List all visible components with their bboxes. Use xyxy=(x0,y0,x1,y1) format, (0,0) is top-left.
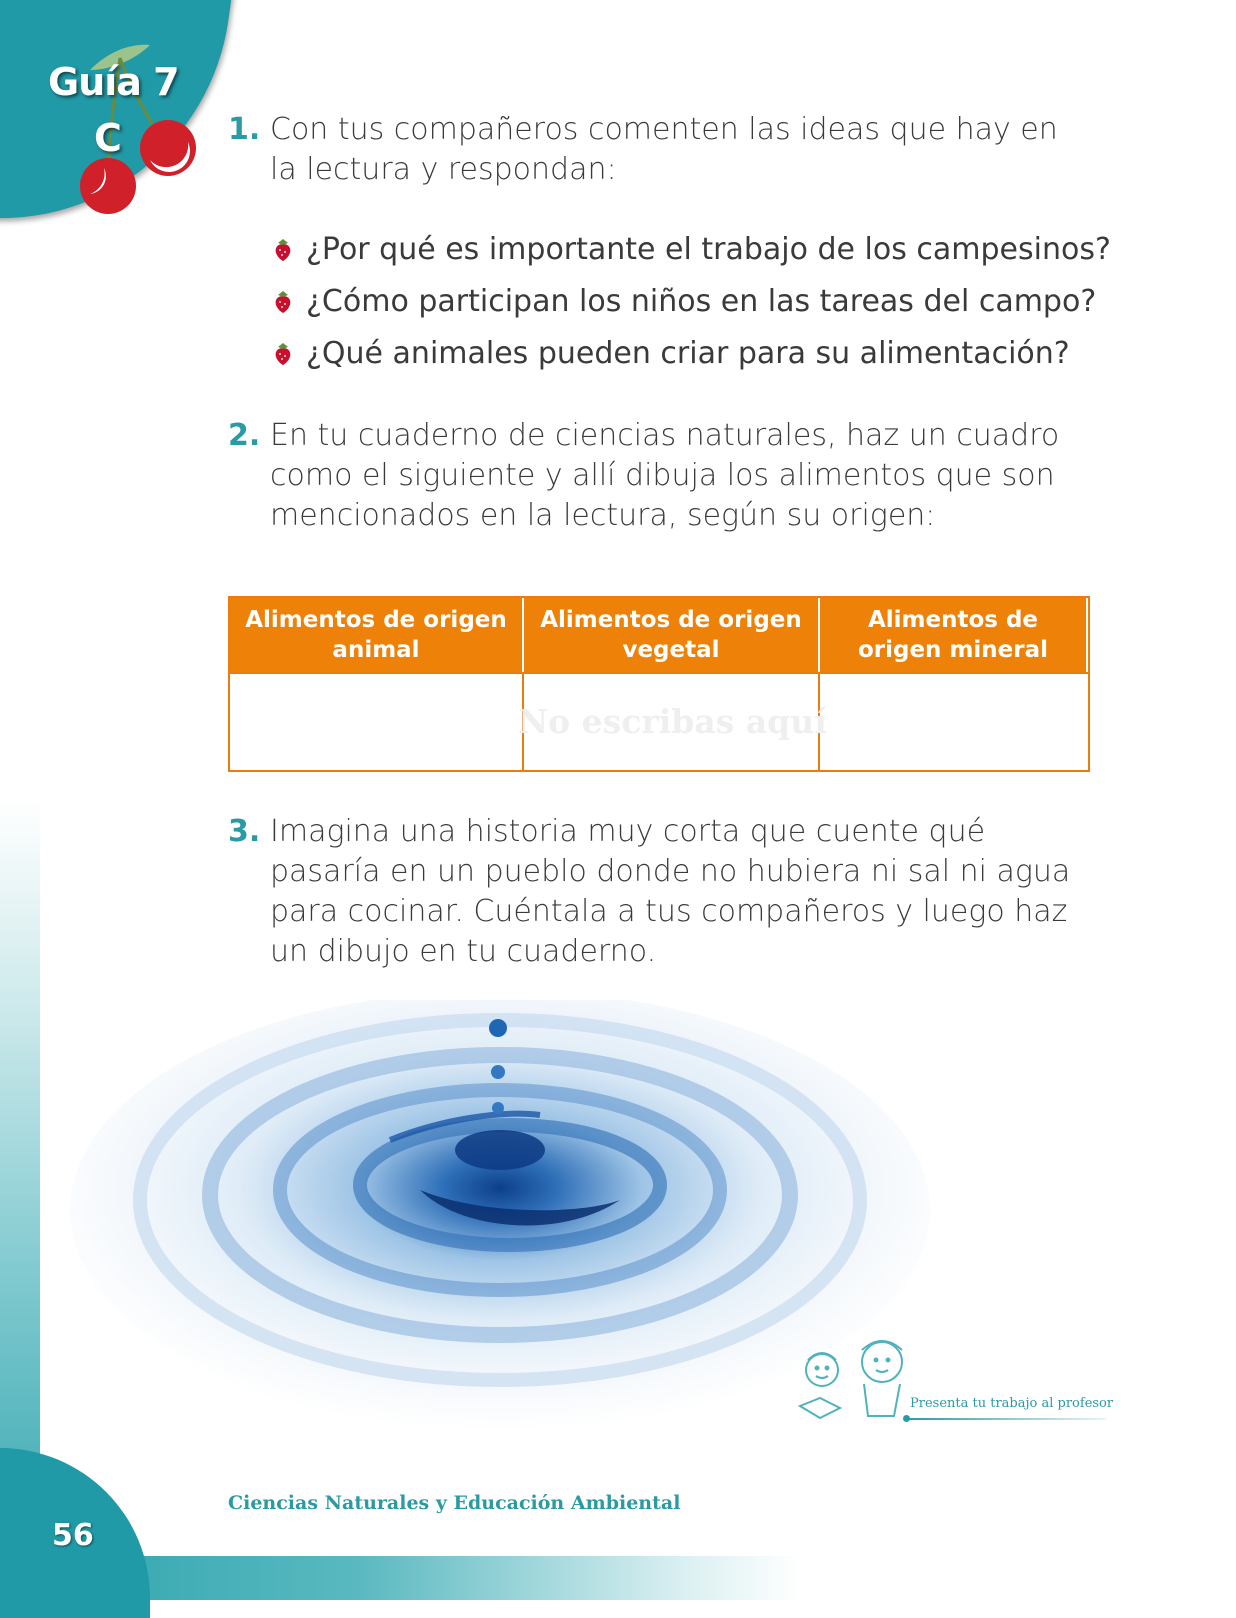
guide-letter: C xyxy=(94,116,122,160)
question-1 xyxy=(228,110,1088,190)
table-header-animal: Alimentos de origen animal xyxy=(230,598,524,672)
question-text: Imagina una historia muy corta que cuente qué pasaría en un pueblo donde no hubiera ni sal ni agua para cocinar. Cuéntala a tus compañeros y luego haz un dibujo en tu cuaderno. xyxy=(270,814,1071,969)
strawberry-bullet-icon xyxy=(272,342,294,366)
strawberry-bullet-icon xyxy=(272,290,294,314)
table-cell-mineral xyxy=(820,672,1088,770)
table-cell-animal xyxy=(230,672,524,770)
strawberry-bullet-icon xyxy=(272,238,294,262)
question-3 xyxy=(228,812,1088,972)
table-header-vegetal: Alimentos de origen vegetal xyxy=(524,598,820,672)
bullet-item xyxy=(272,282,1097,334)
children-reading-icon xyxy=(790,1336,930,1436)
bullet-item xyxy=(272,334,1072,386)
bullet-text: ¿Qué animales pueden criar para su alimentación? xyxy=(306,336,1070,371)
footer-subject: Ciencias Naturales y Educación Ambiental xyxy=(228,1492,681,1514)
cherries-icon xyxy=(0,0,230,230)
bullet-text: ¿Cómo participan los niños en las tareas del campo? xyxy=(306,284,1097,319)
present-line xyxy=(906,1418,1106,1420)
table-header-mineral: Alimentos de origen mineral xyxy=(820,598,1088,672)
question-number: 1. xyxy=(228,112,261,147)
bullet-text: ¿Por qué es importante el trabajo de los campesinos? xyxy=(306,232,1111,267)
food-origin-table xyxy=(228,596,1090,772)
watermark-text: No escribas aquí xyxy=(518,702,827,741)
question-text: En tu cuaderno de ciencias naturales, haz un cuadro como el siguiente y allí dibuja los alimentos que son mencionados en la lectura, según su origen: xyxy=(270,418,1060,533)
guide-title: Guía 7 xyxy=(48,60,179,104)
question-number: 2. xyxy=(228,418,261,453)
question-2 xyxy=(228,416,1088,536)
question-1-bullets xyxy=(272,230,1111,386)
present-work-label: Presenta tu trabajo al profesor xyxy=(910,1396,1114,1411)
bullet-item xyxy=(272,230,1111,282)
question-text: Con tus compañeros comenten las ideas que hay en la lectura y respondan: xyxy=(270,112,1058,187)
question-number: 3. xyxy=(228,814,261,849)
page-number: 56 xyxy=(52,1518,94,1553)
